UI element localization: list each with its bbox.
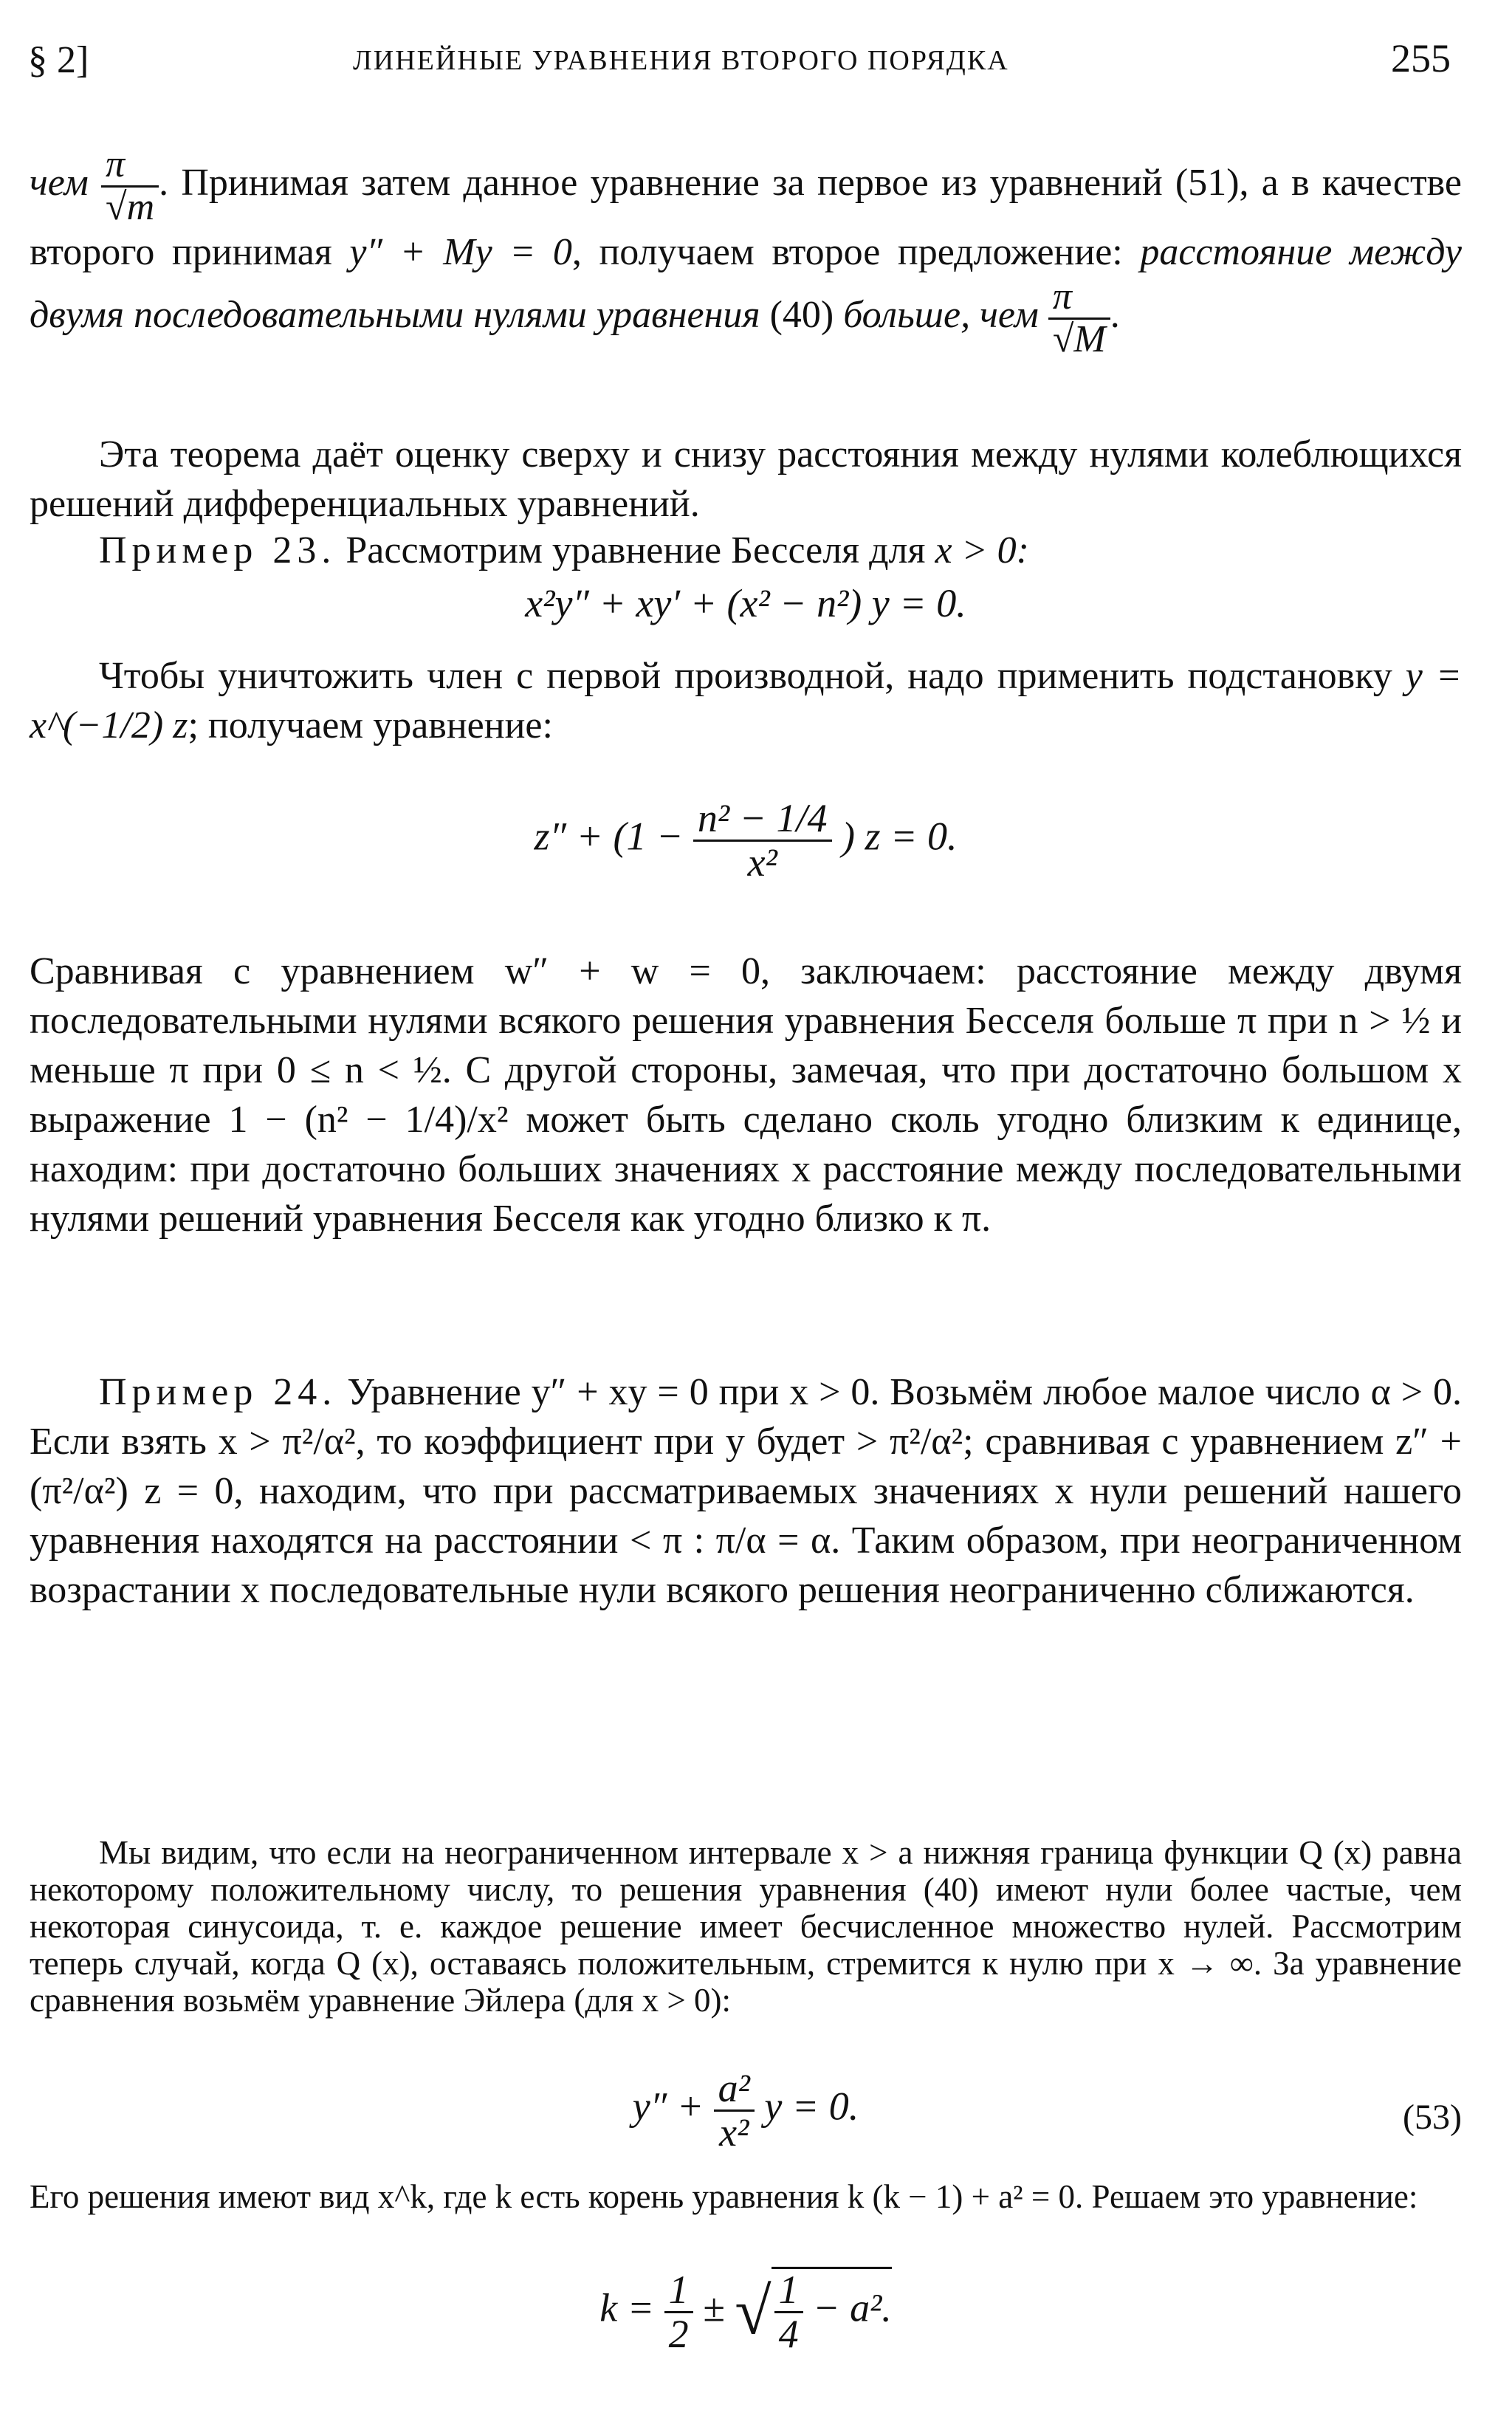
inline-condition: x > 0: [935, 529, 1029, 571]
fraction-numerator: 1 [778, 2267, 799, 2312]
fraction-pi-over-sqrt-M [1048, 277, 1110, 360]
fraction-numerator: n² − 1/4 [697, 796, 828, 840]
fraction-denominator: √m [101, 185, 159, 228]
running-title: ЛИНЕЙНЫЕ УРАВНЕНИЯ ВТОРОГО ПОРЯДКА [353, 45, 1009, 76]
example-23-conclusion: Сравнивая с уравнением w″ + w = 0, заключаем: расстояние между двумя последовательными нулями всякого решения уравнения Бесселя больше π при n > ½ и меньше π при 0 ≤ n < ½. С другой стороны, замечая, что при достаточно большом x выражение 1 − (n² − 1/4)/x² может быть сделано сколь угодно близким к единице, находим: при достаточно больших значениях x расстояние между последовательными нулями решений уравнения Бесселя как угодно близко к π. [30, 950, 1462, 1240]
radical-sign: √ [735, 2275, 772, 2349]
section-marker: § 2] [28, 39, 89, 81]
radicand [772, 2267, 892, 2355]
example-24 [30, 1367, 1462, 1615]
quarter-fraction [774, 2269, 803, 2355]
transformed-equation [30, 797, 1462, 883]
fraction-denominator: 2 [664, 2311, 693, 2355]
text-segment: Уравнение y″ + xy = 0 при x > 0. Возьмём любое малое число α > 0. Если взять x > π²/α², то коэффициент при y будет > π²/α²; сравнивая с уравнением z″ + (π²/α²) z = 0, находим, что при рассматриваемых значениях x нули решений нашего уравнения находятся на расстоянии < π : π/α = α. Таким образом, при неограниченном возрастании x последовательные нули всякого решения неограниченно сближаются. [30, 1371, 1462, 1611]
example-23-substitution [30, 651, 1462, 750]
fraction-denominator: √M [1048, 317, 1110, 360]
fraction-pi-over-sqrt-m [101, 145, 159, 227]
fraction-numerator: π [106, 143, 126, 185]
eq-right: ) z = 0. [842, 814, 958, 859]
root-formula [30, 2267, 1462, 2355]
text-segment: ; получаем уравнение: [188, 704, 553, 746]
fraction-denominator: 4 [774, 2311, 803, 2355]
eq-right: y = 0. [764, 2084, 859, 2129]
euler-intro-paragraph: Мы видим, что если на неограниченном интервале x > a нижняя граница функции Q (x) равна некоторому положительному числу, то решения уравнения (40) имеют нули более частые, чем некоторая синусоида, т. е. каждое решение имеет бесчисленное множество нулей. Рассмотрим теперь случай, когда Q (x), оставаясь положительным, стремится к нулю при x → ∞. За уравнение сравнения возьмём уравнение Эйлера (для x > 0): [30, 1834, 1462, 2019]
eq-left: z″ + (1 − [534, 814, 684, 859]
substitution-formula: y = x^(−1/2) z [30, 655, 1463, 746]
text-segment: Чтобы уничтожить член с первой производной, надо применить подстановку [99, 655, 1406, 697]
example-23-intro [30, 526, 1462, 575]
equation-number: (53) [1403, 2098, 1462, 2137]
paragraph-theorem-remark: Эта теорема даёт оценку сверху и снизу расстояния между нулями колеблющихся решений дифференциальных уравнений. [30, 433, 1462, 525]
fraction-denominator: x² [693, 840, 832, 884]
example-label: Пример 23. [99, 529, 337, 571]
fraction-numerator: 1 [668, 2267, 689, 2312]
euler-equation [30, 2067, 1462, 2153]
fraction-numerator: a² [718, 2066, 750, 2110]
half-fraction [664, 2269, 693, 2355]
eq-left: y″ + [632, 2084, 704, 2129]
text-segment: Рассмотрим уравнение Бесселя для [336, 529, 935, 571]
period: . [1110, 294, 1120, 337]
page-number: 255 [1391, 36, 1451, 80]
text-segment: , получаем второе предложение: [571, 231, 1141, 274]
eq-fraction [693, 797, 832, 883]
example-label: Пример 24. [99, 1371, 337, 1413]
fraction-numerator: π [1052, 275, 1072, 318]
italic-statement: расстояние между двумя последовательными нулями уравнения [30, 231, 1462, 337]
inline-equation: y″ + My = 0 [349, 231, 572, 274]
eq-fraction [714, 2067, 755, 2153]
fraction-denominator: x² [714, 2109, 755, 2154]
radicand-tail: − a². [813, 2285, 892, 2330]
euler-solution-paragraph: Его решения имеют вид x^k, где k есть корень уравнения k (k − 1) + a² = 0. Решаем это уравнение: [30, 2178, 1418, 2215]
equation-ref: (40) [760, 294, 844, 337]
eq-left: k = [599, 2285, 655, 2330]
bessel-equation: x²y″ + xy′ + (x² − n²) y = 0. [525, 581, 966, 625]
paragraph-theorem-continuation [30, 145, 1462, 360]
italic-statement-end: больше, чем [843, 294, 1039, 337]
lead-word: чем [30, 162, 89, 205]
plus-minus: ± [703, 2285, 725, 2330]
text-segment: . Принимая затем данное уравнение за первое из уравнений (51), а в качестве второго принимая [30, 162, 1463, 274]
